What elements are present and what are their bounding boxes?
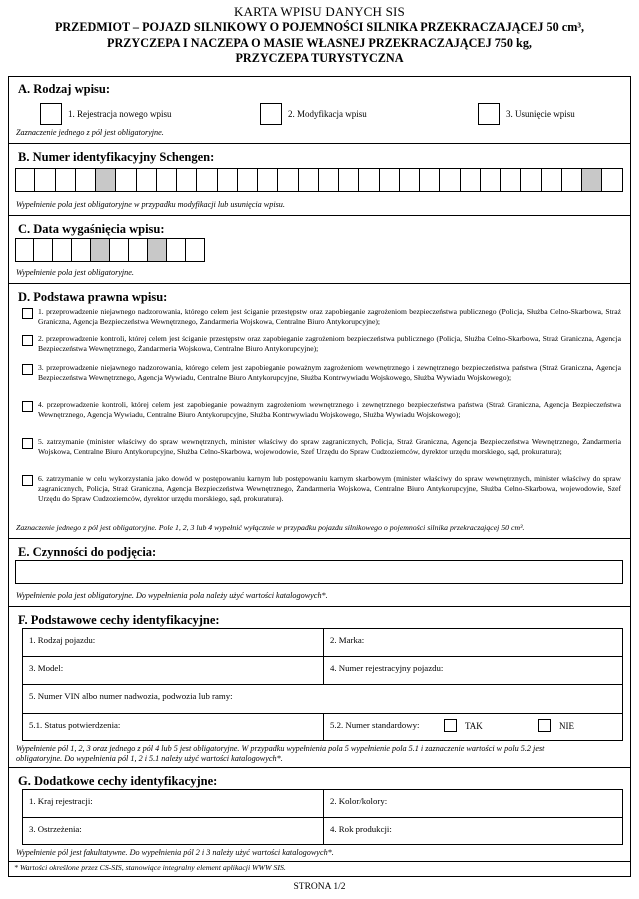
registration-number-label: 4. Numer rejestracyjny pojazdu: (330, 663, 444, 673)
char-cell[interactable] (35, 168, 55, 192)
char-cell[interactable] (501, 168, 521, 192)
char-cell[interactable] (148, 238, 167, 262)
char-cell[interactable] (440, 168, 460, 192)
standard-number-field (323, 714, 622, 740)
char-cell[interactable] (56, 168, 76, 192)
legal-basis-checkbox-4[interactable] (22, 401, 33, 412)
color-label: 2. Kolor/kolory: (330, 796, 388, 806)
expiry-date-field[interactable] (15, 238, 205, 262)
section-b (8, 143, 631, 215)
char-cell[interactable] (602, 168, 622, 192)
section-g (8, 767, 631, 861)
char-cell[interactable] (258, 168, 278, 192)
section-b-note: Wypełnienie pola jest obligatoryjne w przypadku modyfikacji lub usunięcia wpisu. (16, 200, 285, 209)
standard-number-label: 5.2. Numer standardowy: (330, 720, 420, 730)
legal-basis-text-2: 2. przeprowadzenie kontroli, której celem jest ściganie przestępstw oraz zapobieganie zagrożeniom bezpieczeństwa publicznego (Policja, Służba Celno-Skarbowa, Straż Graniczna, Agencja Bezpieczeństwa Wewnętrznego, Żandarmeria Wojskowa, Centralne Biuro Antykorupcyjne); (38, 334, 621, 353)
char-cell[interactable] (481, 168, 501, 192)
make-label: 2. Marka: (330, 635, 365, 645)
char-cell[interactable] (91, 238, 110, 262)
section-d (8, 283, 631, 538)
table-row (23, 790, 622, 818)
subject-line-3: PRZYCZEPA TURYSTYCZNA (235, 51, 404, 65)
legal-basis-checkbox-5[interactable] (22, 438, 33, 449)
char-cell[interactable] (15, 168, 35, 192)
char-cell[interactable] (582, 168, 602, 192)
section-e-title: E. Czynności do podjęcia: (18, 545, 157, 559)
option-modify-entry-label: 2. Modyfikacja wpisu (288, 109, 367, 119)
char-cell[interactable] (157, 168, 177, 192)
section-g-title: G. Dodatkowe cechy identyfikacyjne: (18, 774, 218, 788)
vin-number-field[interactable] (23, 685, 622, 713)
production-year-field[interactable] (323, 818, 622, 844)
vehicle-type-field[interactable] (23, 629, 323, 656)
legal-basis-checkbox-2[interactable] (22, 335, 33, 346)
section-e (8, 538, 631, 606)
additional-features-table (22, 789, 623, 845)
section-a-title: A. Rodzaj wpisu: (18, 82, 111, 96)
char-cell[interactable] (137, 168, 157, 192)
section-f-title: F. Podstawowe cechy identyfikacyjne: (18, 613, 220, 627)
char-cell[interactable] (53, 238, 72, 262)
char-cell[interactable] (420, 168, 440, 192)
char-cell[interactable] (238, 168, 258, 192)
model-field[interactable] (23, 657, 323, 684)
legal-basis-checkbox-1[interactable] (22, 308, 33, 319)
table-row (23, 657, 622, 685)
legal-basis-text-5: 5. zatrzymanie (minister właściwy do spraw wewnętrznych, minister właściwy do spraw zagranicznych, Policja, Straż Graniczna, Agencja Bezpieczeństwa Wewnętrznego, Żandarmeria Wojskowa, Centralne Biuro Antykorupcyjne, Służba Celno-Skarbowa, wojewodowie, Szef Urzędu do Spraw Cudzoziemców, dyrektor urzędu morskiego, sąd, prokuratura); (38, 437, 621, 456)
section-a (8, 76, 631, 142)
registration-country-field[interactable] (23, 790, 323, 817)
option-delete-entry-label: 3. Usunięcie wpisu (506, 109, 575, 119)
warnings-field[interactable] (23, 818, 323, 844)
char-cell[interactable] (218, 168, 238, 192)
actions-to-take-input[interactable] (15, 560, 623, 584)
table-row (23, 714, 622, 740)
char-cell[interactable] (15, 238, 34, 262)
legal-basis-item-1 (22, 307, 622, 329)
char-cell[interactable] (197, 168, 217, 192)
legal-basis-text-4: 4. przeprowadzenie kontroli, której celem jest zapobieganie poważnym zagrożeniom wewnętrznego i zewnętrznego bezpieczeństwa państwa (Straż Graniczna, Agencja Bezpieczeństwa Wewnętrznego, Agencja Wywiadu, Centralne Biuro Antykorupcyjne, Służba Kontrwywiadu Wojskowego, Służba Wywiadu Wojskowego); (38, 400, 621, 419)
char-cell[interactable] (129, 238, 148, 262)
char-cell[interactable] (400, 168, 420, 192)
section-f-note-line-2: obligatoryjne. Do wypełnienia pól 1, 2 i 5.1 należy użyć wartości katalogowych*. (16, 754, 283, 763)
registration-country-label: 1. Kraj rejestracji: (29, 796, 93, 806)
char-cell[interactable] (319, 168, 339, 192)
legal-basis-checkbox-3[interactable] (22, 364, 33, 375)
table-row (23, 629, 622, 657)
section-b-title: B. Numer identyfikacyjny Schengen: (18, 150, 215, 164)
standard-number-yes-label: TAK (465, 721, 483, 731)
legal-basis-text-6: 6. zatrzymanie w celu wykorzystania jako dowód w postępowaniu karnym lub postępowaniu karnym skarbowym (minister właściwy do spraw wewnętrznych, minister właściwy do spraw zagranicznych, Policja, Straż Graniczna, Agencja Bezpieczeństwa Wewnętrznego, Żandarmeria Wojskowa, Centralne Biuro Antykorupcyjne, Służba Celno-Skarbowa, wojewodowie, Szef Urzędu do Spraw Cudzoziemców, dyrektor urzędu morskiego, sąd, prokuratura). (38, 474, 621, 503)
section-a-note: Zaznaczenie jednego z pól jest obligatoryjne. (16, 128, 164, 137)
confirmation-status-field[interactable] (23, 714, 323, 740)
char-cell[interactable] (34, 238, 53, 262)
char-cell[interactable] (542, 168, 562, 192)
legal-basis-text-3: 3. przeprowadzenie niejawnego nadzorowania, którego celem jest zapobieganie poważnym zagrożeniom wewnętrznego i zewnętrznego bezpieczeństwa państwa (Straż Graniczna, Agencja Bezpieczeństwa Wewnętrznego, Agencja Wywiadu, Centralne Biuro Antykorupcyjne, Służba Kontrwywiadu Wojskowego, Służba Wywiadu Wojskowego); (38, 363, 621, 382)
basic-features-table (22, 628, 623, 741)
standard-number-no-checkbox[interactable] (538, 719, 551, 732)
char-cell[interactable] (339, 168, 359, 192)
legal-basis-item-2 (22, 334, 622, 356)
option-delete-entry-checkbox[interactable] (478, 103, 500, 125)
table-row (23, 818, 622, 844)
registration-number-field[interactable] (323, 657, 622, 684)
char-cell[interactable] (116, 168, 136, 192)
char-cell[interactable] (186, 238, 205, 262)
char-cell[interactable] (167, 238, 186, 262)
char-cell[interactable] (110, 238, 129, 262)
option-modify-entry-checkbox[interactable] (260, 103, 282, 125)
production-year-label: 4. Rok produkcji: (330, 824, 392, 834)
section-e-note: Wypełnienie pola jest obligatoryjne. Do wypełnienia pola należy użyć wartości katalogowych*. (16, 591, 328, 600)
schengen-number-field[interactable] (15, 168, 623, 192)
option-new-entry-checkbox[interactable] (40, 103, 62, 125)
vehicle-type-label: 1. Rodzaj pojazdu: (29, 635, 96, 645)
char-cell[interactable] (299, 168, 319, 192)
section-c-title: C. Data wygaśnięcia wpisu: (18, 222, 165, 236)
subject-line-2: PRZYCZEPA I NACZEPA O MASIE WŁASNEJ PRZEKRACZAJĄCEJ 750 kg, (107, 35, 532, 50)
section-f-note-line-1: Wypełnienie pól 1, 2, 3 oraz jednego z pól 4 lub 5 jest obligatoryjne. W przypadku wypełnienia pola 5 wypełnienie pola 5.1 i zaznaczenie wartości w polu 5.2 jest (16, 744, 545, 753)
standard-number-no-label: NIE (559, 721, 574, 731)
make-field[interactable] (323, 629, 622, 656)
color-field[interactable] (323, 790, 622, 817)
legal-basis-checkbox-6[interactable] (22, 475, 33, 486)
confirmation-status-label: 5.1. Status potwierdzenia: (29, 720, 121, 730)
section-d-note: Zaznaczenie jednego z pól jest obligatoryjne. Pole 1, 2, 3 lub 4 wypełnić wyłącznie w przypadku pojazdu silnikowego o pojemności silnika przekraczającej 50 cm³. (16, 523, 525, 532)
legal-basis-item-3 (22, 363, 622, 395)
char-cell[interactable] (521, 168, 541, 192)
char-cell[interactable] (76, 168, 96, 192)
char-cell[interactable] (461, 168, 481, 192)
subject-line-1: PRZEDMIOT – POJAZD SILNIKOWY O POJEMNOŚCI SILNIKA PRZEKRACZAJĄCEJ 50 cm³, (54, 20, 585, 34)
section-g-note: Wypełnienie pól jest fakultatywne. Do wypełnienia pól 2 i 3 należy użyć wartości katalogowych*. (16, 848, 334, 857)
section-f (8, 606, 631, 767)
catalog-values-footnote: * Wartości określone przez CS-SIS, stanowiące integralny element aplikacji WWW SIS. (14, 863, 286, 872)
section-c-note: Wypełnienie pola jest obligatoryjne. (16, 268, 134, 277)
form-title: KARTA WPISU DANYCH SIS (233, 4, 405, 19)
legal-basis-item-6 (22, 474, 622, 516)
warnings-label: 3. Ostrzeżenia: (29, 824, 82, 834)
char-cell[interactable] (359, 168, 379, 192)
vin-number-label: 5. Numer VIN albo numer nadwozia, podwozia lub ramy: (29, 691, 233, 701)
char-cell[interactable] (96, 168, 116, 192)
standard-number-yes-checkbox[interactable] (444, 719, 457, 732)
char-cell[interactable] (72, 238, 91, 262)
legal-basis-item-5 (22, 437, 622, 469)
model-label: 3. Model: (29, 663, 64, 673)
option-new-entry-label: 1. Rejestracja nowego wpisu (68, 109, 172, 119)
legal-basis-text-1: 1. przeprowadzenie niejawnego nadzorowania, którego celem jest ściganie przestępstw oraz zapobieganie zagrożeniom bezpieczeństwa publicznego (Policja, Służba Celno-Skarbowa, Straż Graniczna, Agencja Bezpieczeństwa Wewnętrznego, Żandarmeria Wojskowa, Centralne Biuro Antykorupcyjne); (38, 307, 621, 326)
char-cell[interactable] (380, 168, 400, 192)
section-d-title: D. Podstawa prawna wpisu: (18, 290, 168, 304)
char-cell[interactable] (562, 168, 582, 192)
table-row (23, 685, 622, 714)
section-c (8, 215, 631, 283)
char-cell[interactable] (278, 168, 298, 192)
char-cell[interactable] (177, 168, 197, 192)
legal-basis-item-4 (22, 400, 622, 432)
page-number: STRONA 1/2 (293, 882, 346, 892)
form-subject (0, 20, 639, 67)
